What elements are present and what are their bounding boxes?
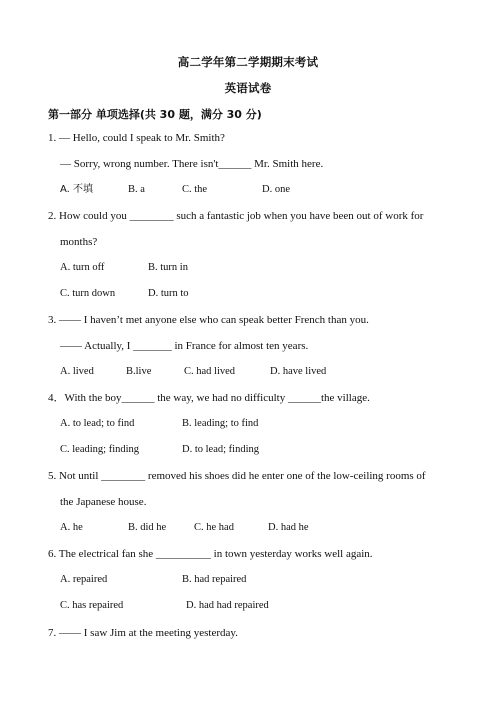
- question-2-option-a: A. turn off: [60, 262, 105, 273]
- exam-subtitle: 英语试卷: [224, 81, 272, 95]
- question-1-option-c: C. the: [182, 184, 208, 195]
- question-5-option-a: A. he: [60, 522, 83, 533]
- question-1-stem: 1. — Hello, could I speak to Mr. Smith?: [48, 132, 225, 144]
- question-2-option-d: D. turn to: [148, 288, 189, 299]
- question-4-option-d: D. to lead; finding: [182, 444, 259, 455]
- question-7-stem: 7. —— I saw Jim at the meeting yesterday.: [48, 627, 238, 639]
- question-5-stem: 5. Not until ________ removed his shoes did he enter one of the low-ceiling rooms of: [48, 470, 426, 482]
- question-3-option-b: B.live: [126, 366, 152, 377]
- question-4-option-c: C. leading; finding: [60, 444, 140, 455]
- question-3-option-d: D. have lived: [270, 366, 327, 377]
- question-4-option-a: A. to lead; to find: [60, 418, 135, 429]
- question-3-option-c: C. had lived: [184, 366, 236, 377]
- question-3-stem: 3. —— I haven’t met anyone else who can speak better French than you.: [48, 314, 369, 326]
- question-6-option-a: A. repaired: [60, 574, 108, 585]
- exam-title: 高二学年第二学期期末考试: [177, 55, 319, 69]
- question-5-option-d: D. had he: [268, 522, 309, 533]
- question-1-option-a: A. 不填: [60, 184, 94, 195]
- question-6-stem: 6. The electrical fan she __________ in town yesterday works well again.: [48, 548, 373, 560]
- question-2-stem: 2. How could you ________ such a fantastic job when you have been out of work for: [48, 210, 424, 222]
- question-2-option-c: C. turn down: [60, 288, 116, 299]
- question-4-option-b: B. leading; to find: [182, 418, 259, 429]
- question-6-option-b: B. had repaired: [182, 574, 247, 585]
- question-1-stem-line-2: — Sorry, wrong number. There isn't______ Mr. Smith here.: [60, 158, 324, 170]
- question-2-option-b: B. turn in: [148, 262, 188, 273]
- question-3-stem-line-2: —— Actually, I _______ in France for almost ten years.: [60, 340, 309, 352]
- question-2-stem-line-2: months?: [60, 236, 98, 248]
- section-heading: 第一部分 单项选择(共 30 题，满分 30 分): [48, 108, 262, 121]
- question-1-option-d: D. one: [262, 184, 290, 195]
- question-3-option-a: A. lived: [60, 366, 94, 377]
- question-1-option-b: B. a: [128, 184, 145, 195]
- question-6-option-d: D. had had repaired: [186, 600, 269, 611]
- question-5-option-c: C. he had: [194, 522, 234, 533]
- question-6-option-c: C. has repaired: [60, 600, 124, 611]
- question-4-stem: 4．With the boy______ the way, we had no difficulty ______the village.: [48, 392, 370, 404]
- question-5-stem-line-2: the Japanese house.: [60, 496, 147, 508]
- question-5-option-b: B. did he: [128, 522, 167, 533]
